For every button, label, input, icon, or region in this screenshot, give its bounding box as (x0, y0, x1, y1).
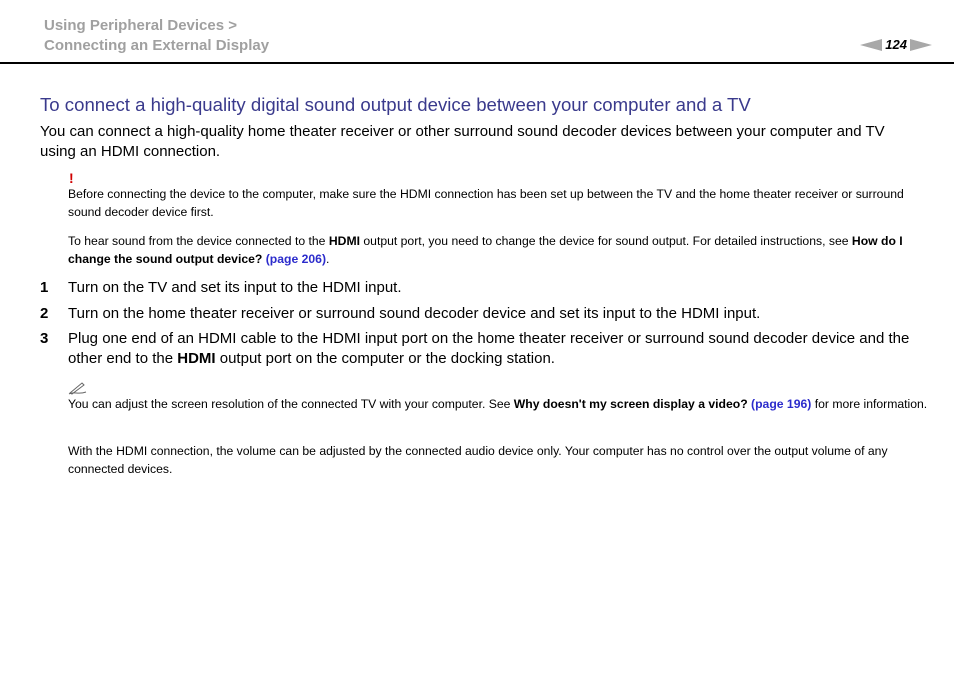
tip-text-1-pre: You can adjust the screen resolution of the connected TV with your computer. See (68, 397, 514, 411)
hdmi-label: HDMI (328, 234, 360, 248)
warning-text-2-mid: output port, you need to change the device for sound output. For detailed instructions, see (360, 234, 852, 248)
warning-text-2-pre: To hear sound from the device connected to the (68, 234, 329, 248)
step-1 (40, 278, 920, 298)
breadcrumb-parent[interactable]: Using Peripheral Devices > (44, 17, 238, 34)
pencil-icon (68, 381, 88, 395)
step-3 (40, 329, 920, 368)
page-number: 124 (885, 37, 907, 52)
step-number: 3 (40, 330, 49, 347)
breadcrumb-current[interactable]: Connecting an External Display (44, 36, 270, 54)
page-206-link[interactable]: (page 206) (265, 252, 327, 266)
exclamation-icon: ! (69, 170, 74, 186)
step-number: 1 (40, 279, 49, 296)
step-3-text-pre: Plug one end of an HDMI cable to the HDMI input port on the home theater receiver or surround sound decoder device and the other end to the (68, 330, 910, 367)
arrow-left-icon[interactable] (860, 39, 882, 51)
hdmi-label: HDMI (177, 349, 216, 367)
section-heading: To connect a high-quality digital sound output device between your computer and a TV (40, 94, 751, 115)
page-196-link[interactable]: (page 196) (751, 397, 812, 411)
warning-note-1 (68, 185, 928, 221)
step-text: Turn on the TV and set its input to the HDMI input. (68, 279, 402, 296)
warning-text-1: Before connecting the device to the computer, make sure the HDMI connection has been set up between the TV and the home theater receiver or surround sound decoder device first. (68, 187, 904, 219)
header-divider (0, 62, 954, 64)
warning-text-2-end: . (326, 252, 330, 266)
intro-paragraph: You can connect a high-quality home theater receiver or other surround sound decoder devices between your computer and TV using an HDMI connection. (40, 123, 885, 160)
step-number: 2 (40, 305, 49, 322)
step-3-text-post: output port on the computer or the docking station. (215, 349, 555, 367)
breadcrumb (44, 16, 269, 55)
step-text: Turn on the home theater receiver or surround sound decoder device and set its input to the HDMI input. (68, 305, 761, 322)
step-2 (40, 304, 920, 324)
tip-text-1-post: for more information. (811, 397, 928, 411)
tip-text-2: With the HDMI connection, the volume can be adjusted by the connected audio device only. Your computer has no control over the output volume of any connected devices. (68, 444, 888, 476)
arrow-right-icon[interactable] (910, 39, 932, 51)
step-text (68, 329, 918, 368)
video-display-topic: Why doesn't my screen display a video? (513, 397, 748, 411)
tip-note-2 (68, 442, 928, 478)
sound-output-topic: How do I change the sound output device? (68, 234, 903, 266)
tip-note-1 (68, 395, 928, 413)
warning-note-2 (68, 232, 928, 268)
page-navigator (860, 37, 932, 52)
